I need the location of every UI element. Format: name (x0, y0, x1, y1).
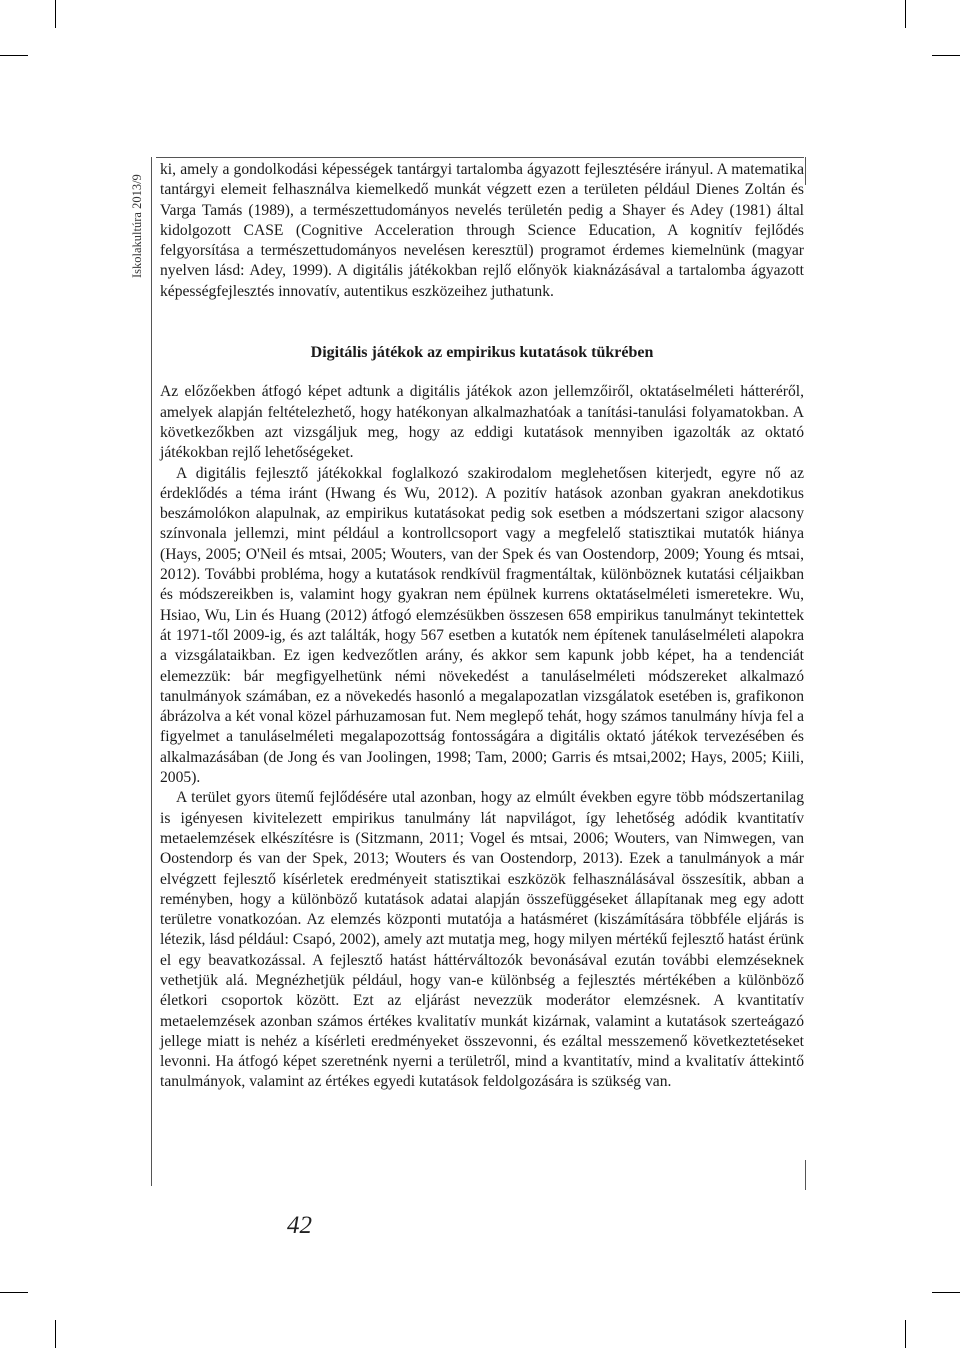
crop-mark (55, 0, 56, 28)
right-margin-rule (805, 1160, 806, 1190)
crop-mark (905, 0, 906, 28)
right-margin-rule (805, 157, 806, 185)
left-margin-rule (151, 157, 152, 1186)
body-paragraph: Az előzőekben átfogó képet adtunk a digitális játékok azon jellemzőiről, oktatáselméleti hátteréről, amelyek alapján feltételezhető, hogy hatékonyan alkalmazhatóak a tanítási-tanulási folyamatokban. A következőkben azt vizsgáljuk meg, hogy az eddigi kutatások mennyiben igazolták az oktató játékokban rejlő lehetőségeket. (160, 383, 804, 462)
crop-mark (0, 55, 28, 56)
body-paragraph: A terület gyors ütemű fejlődésére utal azonban, hogy az elmúlt években egyre több módszertanilag is igényesen kivitelezett empirikus tanulmány lát napvilágot, így lehetőség adódik kvantitatív metaelemzések elkészítésre is (Sitzmann, 2011; Vogel és mtsai, 2006; Wouters, van Nimwegen, van Oostendorp és van der Spek, 2013; Wouters és van Oostendorp, 2013). Ezek a tanulmányok a már elvégzett fejlesztő kísérletek eredményeit statisztikai eszközök felhasználásával összesítik, abban a reményben, hogy a különböző kutatások adatai alapján összefüggéseket állapítanak meg egy adott területre vonatkozóan. Az elemzés központi mutatója a hatásméret (kiszámítására többféle eljárás is létezik, lásd például: Csapó, 2002), amely azt mutatja meg, hogy milyen mértékű fejlesztő hatást érünk el egy beavatkozással. A fejlesztő hatást háttérváltozók bevonásával ezután további elemzéseknek vethetjük alá. Megnézhetjük például, hogy van-e különbség a fejlesztés mértékében a különböző életkori csoportok között. Ezt az eljárást nevezzük moderátor elemzésnek. A kvantitatív metaelemzések azonban számos értékes kvalitatív munkát kizárnak, valamint a kutatások szerteágazó jellege miatt is nehéz a kísérleti eredményeket összevonni, és ezáltal messzemenő következtetéseket levonni. Ha átfogó képet szeretnénk nyerni a területről, mind a kvantitatív, mind a kvalitatív áttekintő tanulmányok, valamint az értékes egyedi kutatások feldolgozására is szükség van. (160, 789, 804, 1091)
crop-mark (0, 1292, 28, 1293)
intro-paragraph: ki, amely a gondolkodási képességek tantárgyi tartalomba ágyazott fejlesztésére irányul. A matematika tantárgyi elemeit felhasználva kiemelkedő munkát végzett ezen a területen például Dienes Zoltán és Varga Tamás (1989), a természettudományos nevelés területén pedig a Shayer és Adey (1981) által kidolgozott CASE (Cognitive Acceleration through Science Education, A kognitív fejlődés felgyorsítása a természettudományos nevelésen keresztül) programot érdemes kiemelnünk (magyar nyelven lásd: Adey, 1999). A digitális játékokban rejlő előnyök kiaknázásával a tartalomba ágyazott képességfejlesztés innovatív, autentikus eszközeihez juthatunk. (160, 161, 804, 300)
header-rule (156, 157, 804, 158)
running-header: Iskolakultúra 2013/9 (130, 174, 144, 278)
crop-mark (905, 1320, 906, 1348)
section-title: Digitális játékok az empirikus kutatások tükrében (310, 344, 654, 362)
crop-mark (55, 1320, 56, 1348)
page-number: 42 (287, 1212, 312, 1239)
body-paragraph: A digitális fejlesztő játékokkal foglalkozó szakirodalom meglehetősen kiterjedt, egyre nő az érdeklődés a téma iránt (Hwang és Wu, 2012). A pozitív hatások azonban gyakran anekdotikus beszámolókon alapulnak, az empirikus kutatásokat pedig sok esetben a módszertani szigor alacsony színvonala jellemzi, mint például a kontrollcsoport vagy a megfelelő statisztikai mutatók hiánya (Hays, 2005; O'Neil és mtsai, 2005; Wouters, van der Spek és van Oostendorp, 2009; Young és mtsai, 2012). További probléma, hogy a kutatások rendkívül fragmentáltak, különböznek kutatási céljaikban és módszereikben is, valamint hogy gyakran nem épülnek kurrens oktatáselméleti ismeretekre. Wu, Hsiao, Wu, Lin és Huang (2012) átfogó elemzésükben összesen 658 empirikus tanulmányt tekintettek át 1971-től 2009-ig, és azt találták, hogy 567 esetben a kutatók nem építenek tanuláselméleti alapokra a vizsgálataikban. Ez igen kedvezőtlen arány, és akkor sem kapunk jobb képet, ha a tendenciát elemezzük: bár megfigyelhetünk némi növekedést a tanuláselméleti módszereket alkalmazó tanulmányok számában, ez a növekedés hasonló a megalapozatlan vizsgálatok esetében is, grafikonon ábrázolva a két vonal közel párhuzamosan fut. Nem meglepő tehát, hogy számos tanulmány hívja fel a figyelmet a tanuláselméleti megalapozottság fontosságára a digitális oktató játékok tervezésében és alkalmazásában (de Jong és van Joolingen, 1998; Tam, 2000; Garris és mtsai,2002; Hays, 2005; Kiili, 2005). (160, 464, 804, 787)
crop-mark (932, 1292, 960, 1293)
article-body (160, 160, 804, 1093)
crop-mark (932, 55, 960, 56)
